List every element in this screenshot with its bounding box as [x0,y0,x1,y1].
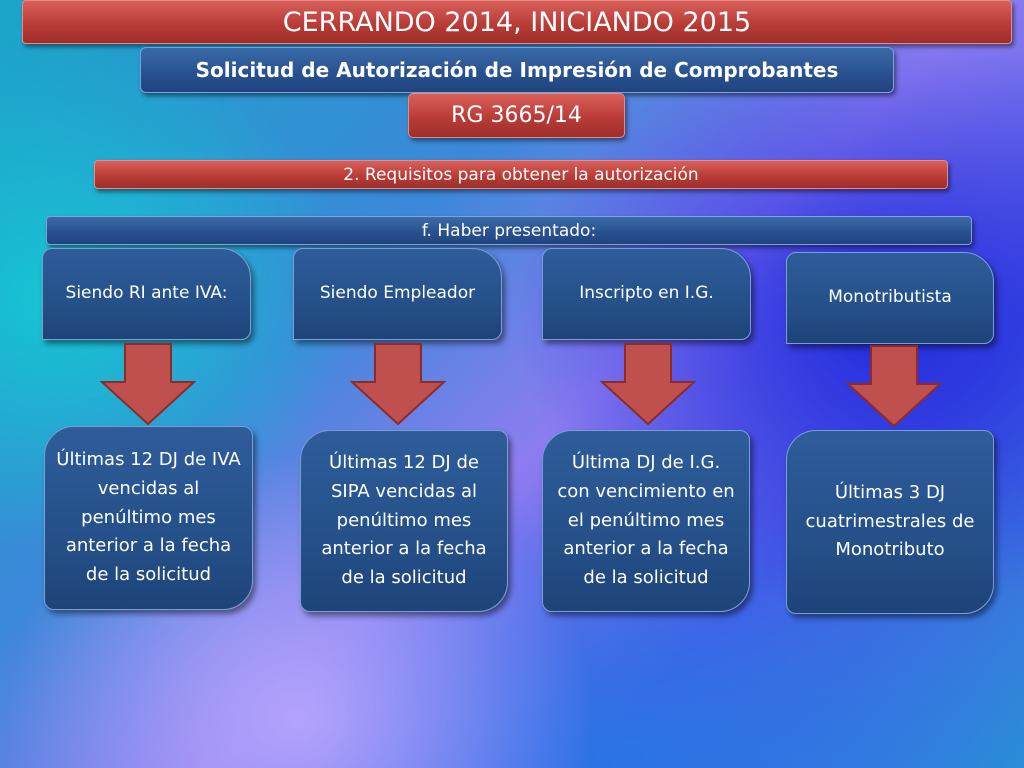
down-arrow-icon [350,342,446,426]
resolution-label: RG 3665/14 [408,93,625,138]
requirement-detail-ri-iva: Últimas 12 DJ de IVA vencidas al penúltimo mes anterior a la fecha de la solicitud [44,426,253,610]
category-box-ri-iva: Siendo RI ante IVA: [42,248,251,340]
requirement-detail-ig: Última DJ de I.G. con vencimiento en el penúltimo mes anterior a la fecha de la solicitud [542,430,750,612]
category-box-ig: Inscripto en I.G. [542,248,751,340]
down-arrow-icon [846,344,942,428]
slide-title: CERRANDO 2014, INICIANDO 2015 [22,0,1012,44]
down-arrow-icon [100,342,196,426]
requirement-heading: 2. Requisitos para obtener la autorización [94,160,948,189]
category-box-empleador: Siendo Empleador [293,248,502,340]
down-arrow-icon [600,342,696,426]
slide-subtitle: Solicitud de Autorización de Impresión de Comprobantes [140,47,894,93]
requirement-item: f. Haber presentado: [46,216,972,245]
category-box-monotributista: Monotributista [786,252,994,344]
requirement-detail-monotributista: Últimas 3 DJ cuatrimestrales de Monotributo [786,430,994,614]
requirement-detail-empleador: Últimas 12 DJ de SIPA vencidas al penúltimo mes anterior a la fecha de la solicitud [300,430,508,612]
